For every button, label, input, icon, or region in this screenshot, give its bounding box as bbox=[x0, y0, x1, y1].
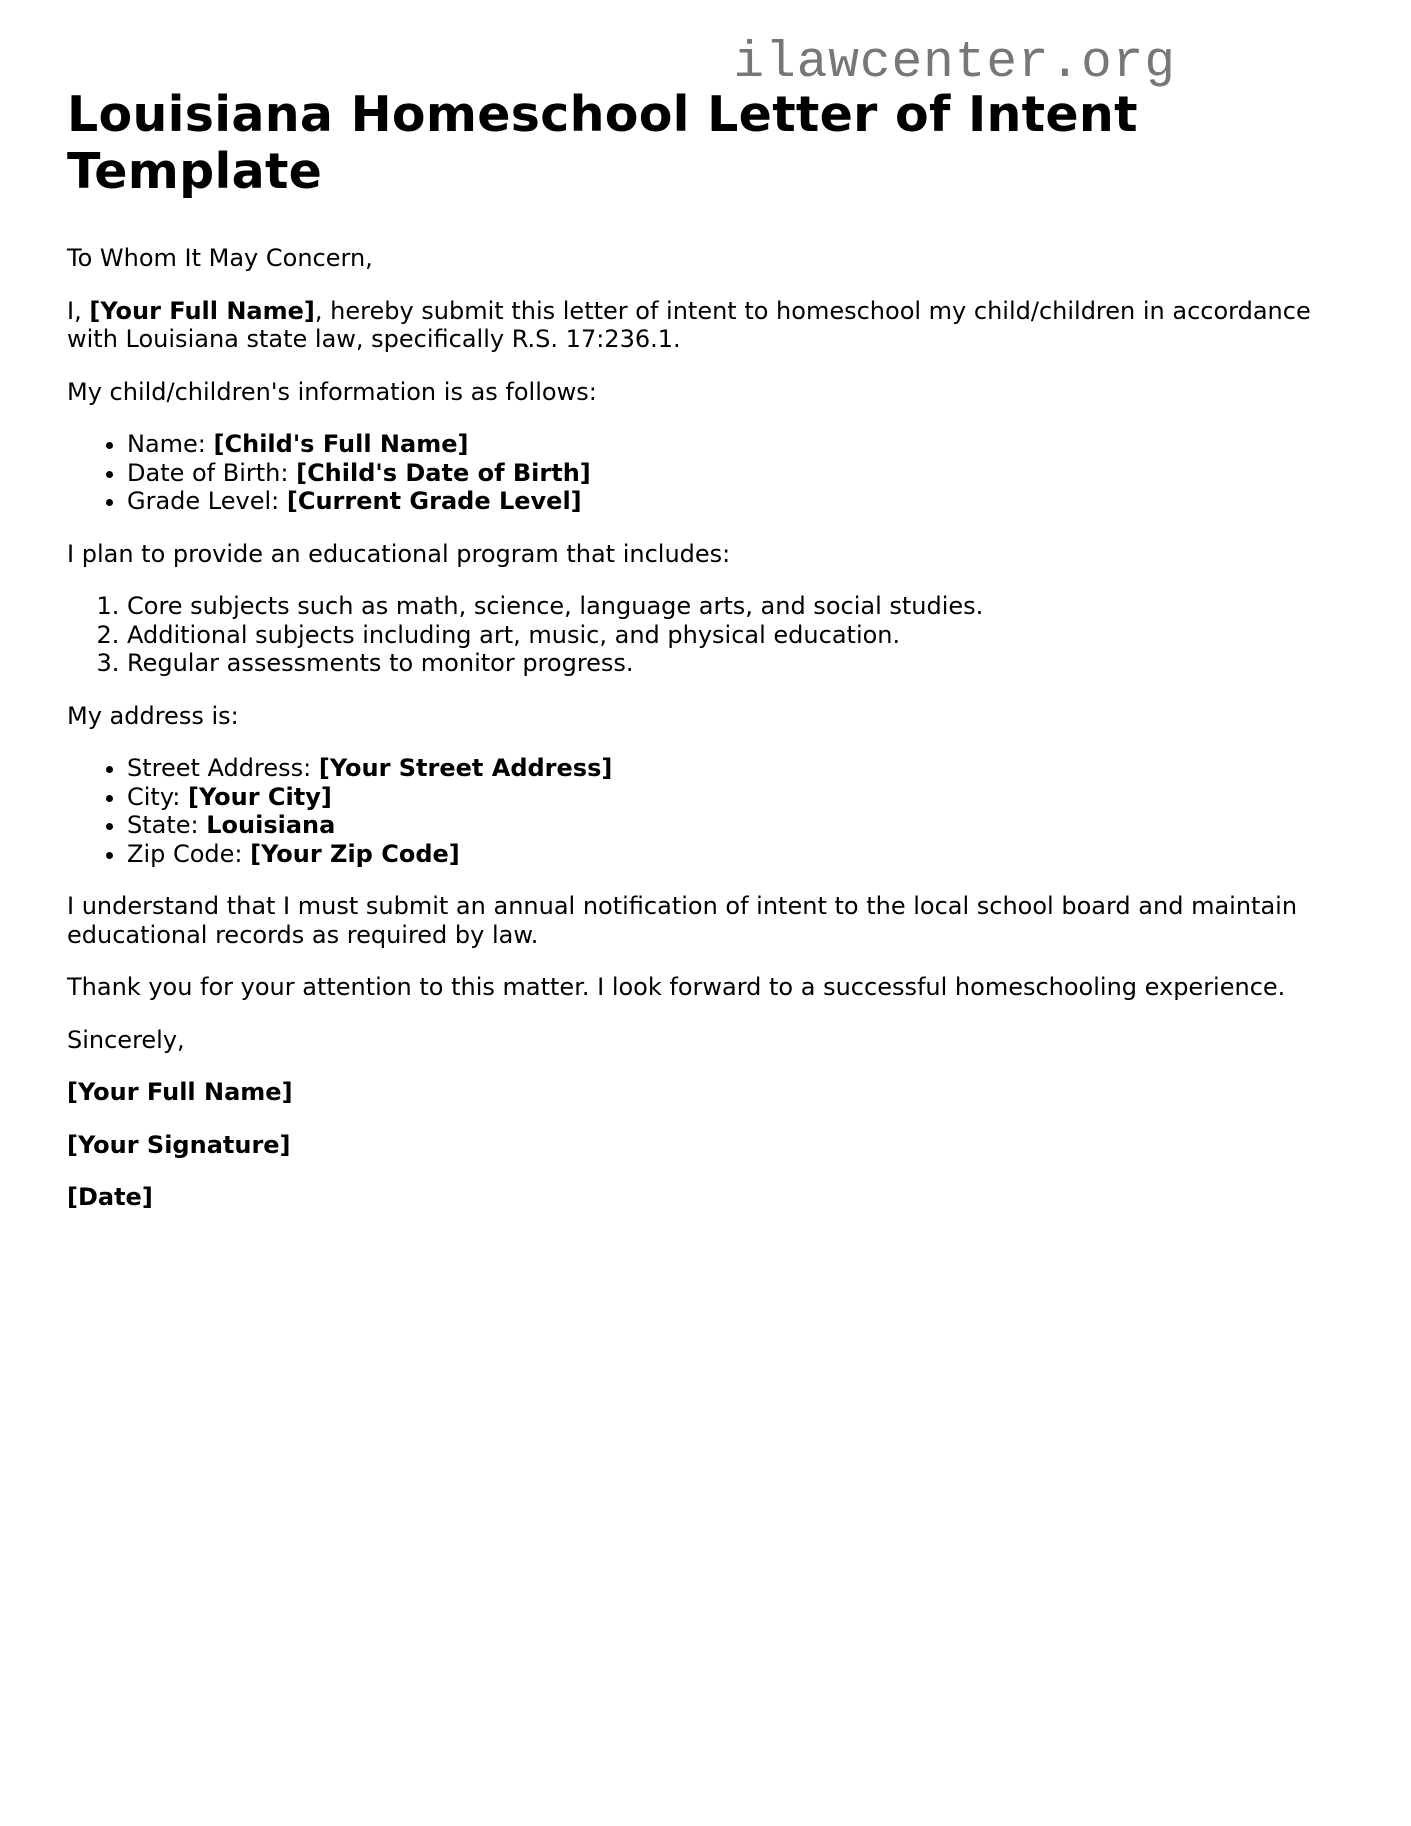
field-label: Date of Birth: bbox=[127, 458, 297, 487]
child-info-item-grade bbox=[127, 487, 1357, 516]
intro-suffix: , hereby submit this letter of intent to homeschool my child/children in accordance with Louisiana state law, specifically R.S. 17:236.1. bbox=[67, 296, 1311, 353]
address-item-street bbox=[127, 754, 1357, 783]
signature-name: [Your Full Name] bbox=[67, 1078, 293, 1106]
date-placeholder bbox=[67, 1183, 1357, 1212]
page-title: Louisiana Homeschool Letter of Intent Template bbox=[67, 86, 1138, 200]
child-info-item-dob bbox=[127, 459, 1357, 488]
program-list bbox=[67, 592, 1357, 678]
intro-paragraph bbox=[67, 297, 1357, 354]
program-item: 3. Regular assessments to monitor progress. bbox=[127, 649, 1357, 678]
understanding-paragraph: I understand that I must submit an annual notification of intent to the local school board and maintain educational records as required by law. bbox=[67, 892, 1298, 949]
closing: Sincerely, bbox=[67, 1025, 185, 1054]
signature-placeholder bbox=[67, 1131, 1357, 1160]
date-line: [Date] bbox=[67, 1183, 153, 1211]
field-value: [Child's Date of Birth] bbox=[296, 458, 591, 487]
address-list bbox=[67, 754, 1357, 868]
thanks-paragraph: Thank you for your attention to this matter. I look forward to a successful homeschooling experience. bbox=[67, 973, 1286, 1001]
intro-prefix: I, bbox=[67, 296, 90, 325]
field-value: [Your Street Address] bbox=[318, 754, 613, 782]
field-value: [Your City] bbox=[188, 782, 332, 811]
address-item-city bbox=[127, 783, 1357, 812]
signature-line: [Your Signature] bbox=[67, 1130, 291, 1159]
program-heading: I plan to provide an educational program that includes: bbox=[67, 539, 731, 568]
field-value: Louisiana bbox=[206, 811, 336, 839]
address-item-zip bbox=[127, 840, 1357, 869]
salutation: To Whom It May Concern, bbox=[67, 244, 373, 272]
program-item: 2. Additional subjects including art, music, and physical education. bbox=[127, 621, 1357, 650]
field-label: Street Address: bbox=[127, 754, 319, 782]
child-info-list bbox=[67, 430, 1357, 516]
address-item-state bbox=[127, 811, 1357, 840]
child-info-item-name bbox=[127, 430, 1357, 459]
field-value: [Child's Full Name] bbox=[213, 430, 469, 458]
field-label: Zip Code: bbox=[127, 839, 251, 868]
field-label: City: bbox=[127, 782, 189, 811]
field-label: State: bbox=[127, 811, 207, 839]
address-heading: My address is: bbox=[67, 701, 239, 730]
field-value: [Current Grade Level] bbox=[286, 487, 582, 515]
program-item: 1. Core subjects such as math, science, language arts, and social studies. bbox=[127, 592, 1357, 621]
signature-name-placeholder bbox=[67, 1078, 1357, 1107]
field-label: Grade Level: bbox=[127, 487, 287, 515]
parent-name-placeholder: [Your Full Name] bbox=[89, 296, 315, 325]
letter-document bbox=[67, 86, 1357, 1212]
field-label: Name: bbox=[127, 430, 214, 458]
field-value: [Your Zip Code] bbox=[250, 839, 460, 868]
site-watermark: ilawcenter.org bbox=[733, 35, 1176, 92]
child-info-heading: My child/children's information is as follows: bbox=[67, 377, 597, 406]
